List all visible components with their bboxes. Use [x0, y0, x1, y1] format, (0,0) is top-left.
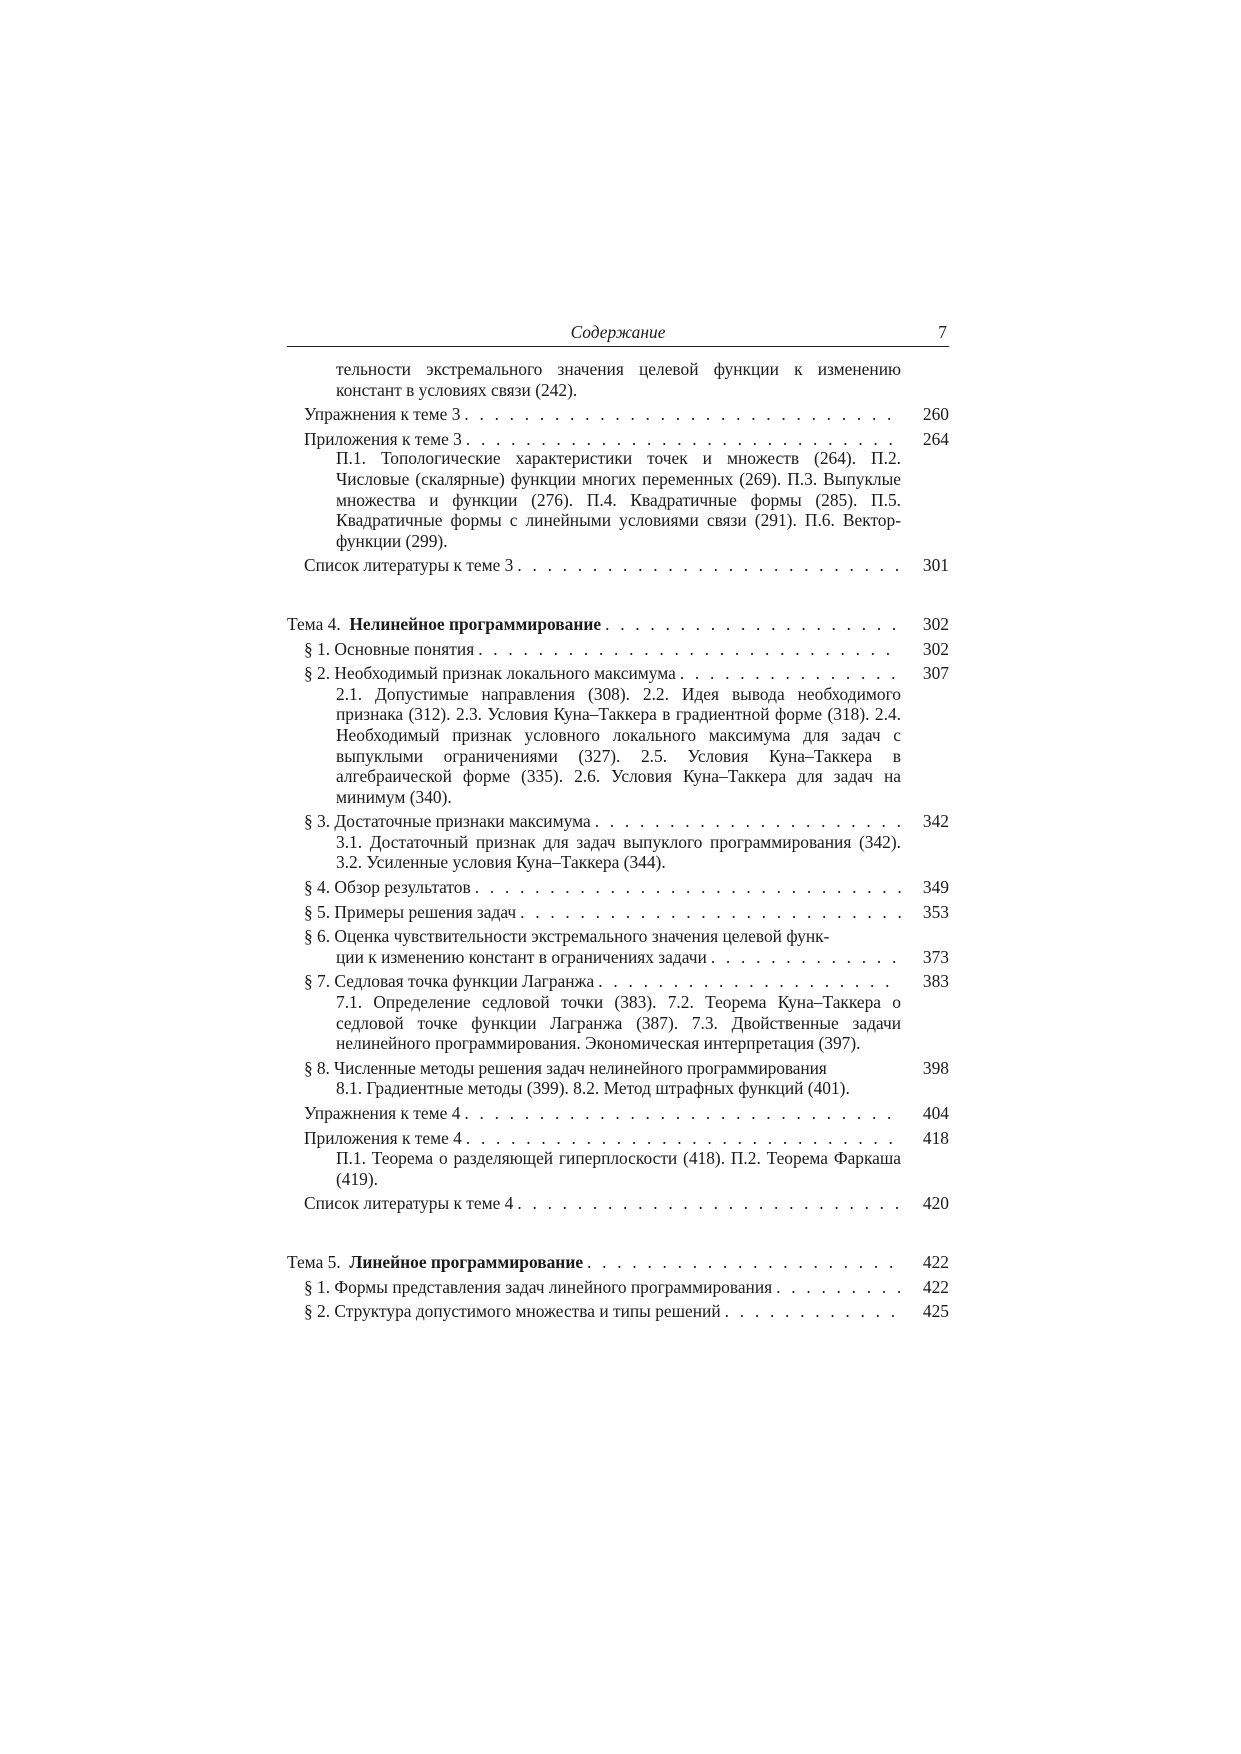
- entry-page: 302: [922, 638, 949, 659]
- leader-dots: [594, 971, 901, 992]
- entry-page: 260: [922, 404, 949, 425]
- toc-entry-literature-3[interactable]: [287, 555, 949, 576]
- entry-label: § 5. Примеры решения задач: [304, 901, 517, 922]
- leader-dots: [513, 1193, 901, 1214]
- toc-section-4-4[interactable]: [287, 877, 949, 898]
- toc-entry-exercises-3[interactable]: [287, 404, 949, 425]
- entry-details: 7.1. Определение седловой точки (383). 7.2. Теорема Куна–Таккера о седловой точке функции Лагранжа (387). 7.3. Двойственные задачи нелинейного программирования. Экономическая интерпретация (397).: [336, 992, 901, 1054]
- entry-label: § 2. Структура допустимого множества и типы решений: [304, 1301, 721, 1322]
- entry-page: 353: [922, 901, 949, 922]
- intro-text: тельности экстремального значения целевой функции к изменению констант в условиях связи (242).: [336, 359, 901, 400]
- theme-prefix: Тема 4.: [287, 613, 341, 634]
- toc-section-4-5[interactable]: [287, 902, 949, 923]
- theme-title: Линейное программирование: [349, 1251, 584, 1272]
- entry-label: Приложения к теме 4: [304, 1127, 462, 1148]
- toc-entry-appendix-3[interactable]: [287, 429, 949, 450]
- leader-dots: [721, 1301, 901, 1322]
- entry-page: 425: [922, 1301, 949, 1322]
- running-header: [287, 320, 949, 347]
- toc-section-4-8[interactable]: [287, 1058, 949, 1079]
- entry-label: § 3. Достаточные признаки максимума: [304, 811, 591, 832]
- leader-dots: [707, 947, 901, 968]
- leader-dots: [583, 1252, 901, 1273]
- entry-label: Упражнения к теме 3: [304, 404, 461, 425]
- leader-dots: [513, 555, 901, 576]
- leader-dots: [471, 877, 901, 898]
- entry-label: Приложения к теме 3: [304, 428, 462, 449]
- entry-page: 307: [922, 663, 949, 684]
- entry-label-line2: ции к изменению констант в ограничениях задачи: [336, 946, 707, 967]
- entry-page: 342: [922, 811, 949, 832]
- entry-page: 264: [922, 428, 949, 449]
- toc-section-4-3[interactable]: [287, 811, 949, 832]
- leader-dots: [601, 614, 901, 635]
- entry-page: 420: [922, 1193, 949, 1214]
- leader-dots: [516, 902, 901, 923]
- entry-details: П.1. Теорема о разделяющей гиперплоскости (418). П.2. Теорема Фаркаша (419).: [336, 1148, 901, 1189]
- theme-prefix: Тема 5.: [287, 1251, 341, 1272]
- entry-page: 418: [922, 1127, 949, 1148]
- entry-label: Список литературы к теме 4: [304, 1193, 514, 1214]
- toc-section-5-1[interactable]: [287, 1277, 949, 1298]
- toc-entry-exercises-4[interactable]: [287, 1103, 949, 1124]
- entry-label: § 2. Необходимый признак локального максимума: [304, 663, 676, 684]
- header-page-number: 7: [938, 322, 947, 342]
- entry-details: 3.1. Достаточный признак для задач выпуклого программирования (342). 3.2. Усиленные условия Куна–Таккера (344).: [336, 831, 901, 873]
- entry-label-line1: § 6. Оценка чувствительности экстремального значения целевой функ-: [304, 926, 830, 947]
- toc-section-4-6[interactable]: [287, 926, 949, 967]
- toc-theme-5[interactable]: [287, 1252, 949, 1273]
- leader-dots: [676, 663, 901, 684]
- entry-label: § 1. Основные понятия: [304, 638, 475, 659]
- entry-page: 422: [922, 1276, 949, 1297]
- entry-page: 422: [922, 1251, 949, 1272]
- entry-page: 373: [922, 946, 949, 967]
- entry-details: 8.1. Градиентные методы (399). 8.2. Метод штрафных функций (401).: [336, 1078, 850, 1099]
- entry-page: 398: [922, 1057, 949, 1078]
- leader-dots: [462, 429, 901, 450]
- entry-label: Список литературы к теме 3: [304, 555, 514, 576]
- toc-entry-literature-4[interactable]: [287, 1193, 949, 1214]
- entry-page: 404: [922, 1103, 949, 1123]
- entry-details: 2.1. Допустимые направления (308). 2.2. Идея вывода необходимого признака (312). 2.3. Условия Куна–Таккера в градиентной форме (318). 2.4. Необходимый признак условного локального максимума для задач с выпуклыми ограничениями (327). 2.5. Условия Куна–Таккера в алгебраической форме (335). 2.6. Условия Куна–Таккера для задач на минимум (340).: [336, 683, 901, 807]
- entry-page: 301: [922, 555, 949, 576]
- leader-dots: [462, 1128, 901, 1149]
- leader-dots: [772, 1277, 901, 1298]
- toc-entry-appendix-4[interactable]: [287, 1128, 949, 1149]
- entry-label: Упражнения к теме 4: [304, 1103, 461, 1123]
- entry-page: 349: [922, 877, 949, 898]
- entry-label: § 8. Численные методы решения задач нелинейного программирования: [304, 1057, 827, 1078]
- toc-section-4-2[interactable]: [287, 663, 949, 684]
- leader-dots: [460, 404, 901, 425]
- leader-dots: [591, 811, 901, 832]
- entry-label: § 4. Обзор результатов: [304, 877, 471, 898]
- toc-page: [287, 320, 949, 1322]
- toc-section-4-1[interactable]: [287, 639, 949, 660]
- toc-theme-4[interactable]: [287, 614, 949, 635]
- entry-page: 302: [922, 613, 949, 634]
- entry-details: П.1. Топологические характеристики точек и множеств (264). П.2. Числовые (скалярные) функции многих переменных (269). П.3. Выпуклые множества и функции (276). П.4. Квадратичные формы (285). П.5. Квадратичные формы с линейными условиями связи (291). П.6. Вектор-функции (299).: [336, 448, 901, 551]
- leader-dots: [460, 1103, 901, 1124]
- theme-title: Нелинейное программирование: [349, 613, 602, 634]
- entry-label: § 1. Формы представления задач линейного программирования: [304, 1276, 773, 1297]
- entry-page: 383: [922, 971, 949, 992]
- toc-section-4-7[interactable]: [287, 971, 949, 992]
- header-title: Содержание: [570, 322, 666, 342]
- leader-dots: [474, 639, 901, 660]
- toc-section-5-2[interactable]: [287, 1301, 949, 1322]
- entry-label: § 7. Седловая точка функции Лагранжа: [304, 971, 595, 992]
